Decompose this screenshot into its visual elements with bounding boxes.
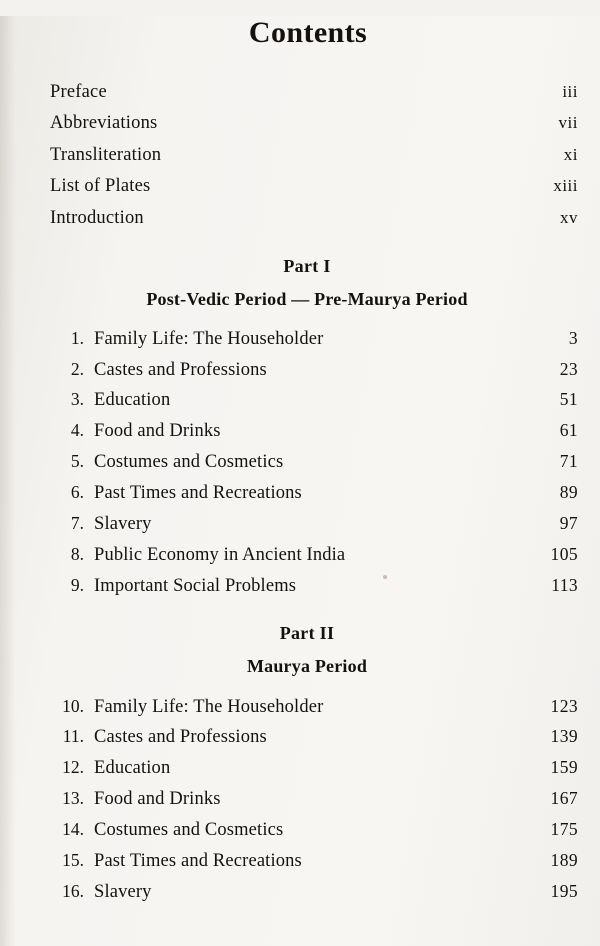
entry-title: Costumes and Cosmetics xyxy=(94,820,284,841)
front-matter-label: Preface xyxy=(50,81,107,102)
toc-entry[interactable] xyxy=(50,478,578,509)
front-matter-label: Introduction xyxy=(50,207,144,228)
entry-title: Castes and Professions xyxy=(94,727,267,748)
part-1-entries xyxy=(50,324,578,602)
front-matter-item-abbreviations[interactable] xyxy=(50,108,578,140)
entry-number: 12. xyxy=(62,757,84,778)
entry-title: Slavery xyxy=(94,513,152,534)
front-matter-item-list-of-plates[interactable] xyxy=(50,171,578,203)
part-title: Part I xyxy=(283,255,331,276)
toc-entry[interactable] xyxy=(50,753,578,784)
entry-page-number: 71 xyxy=(559,451,578,472)
entry-number: 7. xyxy=(70,512,84,533)
toc-entry[interactable] xyxy=(50,385,578,416)
entry-page-number: 195 xyxy=(550,880,578,901)
front-matter-page-number: xi xyxy=(563,144,578,164)
contents-page xyxy=(0,16,600,946)
toc-entry[interactable] xyxy=(50,509,578,540)
entry-page-number: 105 xyxy=(550,543,578,564)
page-title: Contents xyxy=(248,16,368,49)
front-matter-item-introduction[interactable] xyxy=(50,202,578,234)
toc-entry[interactable] xyxy=(50,815,578,846)
front-matter-item-transliteration[interactable] xyxy=(50,139,578,171)
toc-entry[interactable] xyxy=(50,877,578,908)
entry-title: Past Times and Recreations xyxy=(94,850,302,871)
toc-entry[interactable] xyxy=(50,354,578,385)
entry-page-number: 139 xyxy=(550,726,578,747)
toc-entry[interactable] xyxy=(50,571,578,602)
front-matter-page-number: iii xyxy=(562,81,578,101)
toc-entry[interactable] xyxy=(50,722,578,753)
entry-number: 15. xyxy=(62,849,84,870)
entry-title: Castes and Professions xyxy=(94,359,267,380)
entry-title: Food and Drinks xyxy=(94,789,221,810)
entry-number: 6. xyxy=(70,482,84,503)
front-matter-list xyxy=(50,76,578,234)
part-heading-1 xyxy=(50,256,578,310)
entry-number: 16. xyxy=(62,880,84,901)
entry-page-number: 113 xyxy=(551,574,578,595)
entry-page-number: 175 xyxy=(550,819,578,840)
entry-number: 1. xyxy=(70,327,84,348)
entry-page-number: 3 xyxy=(568,327,578,348)
entry-number: 5. xyxy=(70,451,84,472)
entry-number: 13. xyxy=(62,788,84,809)
entry-title: Family Life: The Householder xyxy=(94,696,324,717)
entry-page-number: 89 xyxy=(559,482,578,503)
entry-title: Important Social Problems xyxy=(94,575,297,596)
entry-number: 9. xyxy=(70,574,84,595)
part-subtitle: Maurya Period xyxy=(246,656,368,677)
entry-title: Costumes and Cosmetics xyxy=(94,452,284,473)
front-matter-item-preface[interactable] xyxy=(50,76,578,108)
entry-number: 4. xyxy=(70,420,84,441)
entry-title: Family Life: The Householder xyxy=(94,328,324,349)
entry-number: 11. xyxy=(62,726,84,747)
entry-title: Education xyxy=(94,390,171,411)
entry-number: 8. xyxy=(70,543,84,564)
front-matter-page-number: vii xyxy=(558,113,578,132)
toc-entry[interactable] xyxy=(50,324,578,355)
entry-page-number: 189 xyxy=(550,849,578,870)
part-subtitle: Post-Vedic Period — Pre-Maurya Period xyxy=(146,288,468,309)
entry-number: 14. xyxy=(62,819,84,840)
entry-page-number: 61 xyxy=(559,420,578,441)
front-matter-label: Abbreviations xyxy=(50,113,158,133)
entry-title: Slavery xyxy=(94,881,152,902)
entry-number: 3. xyxy=(70,389,84,410)
toc-entry[interactable] xyxy=(50,447,578,478)
entry-number: 2. xyxy=(70,358,84,379)
entry-title: Food and Drinks xyxy=(94,421,221,442)
page-spine-shadow xyxy=(0,16,16,946)
toc-entry[interactable] xyxy=(50,416,578,447)
front-matter-page-number: xiii xyxy=(553,176,578,195)
front-matter-label: List of Plates xyxy=(50,176,151,196)
entry-page-number: 159 xyxy=(550,757,578,778)
toc-entry[interactable] xyxy=(50,846,578,877)
entry-title: Public Economy in Ancient India xyxy=(94,544,346,565)
part-heading-2 xyxy=(50,623,578,677)
entry-page-number: 97 xyxy=(559,512,578,533)
entry-title: Education xyxy=(94,758,171,779)
paper-speck xyxy=(383,575,387,579)
entry-page-number: 123 xyxy=(550,695,578,716)
entry-page-number: 167 xyxy=(550,788,578,809)
toc-entry[interactable] xyxy=(50,540,578,571)
part-title: Part II xyxy=(279,623,335,644)
toc-entry[interactable] xyxy=(50,691,578,722)
part-2-entries xyxy=(50,691,578,907)
entry-title: Past Times and Recreations xyxy=(94,483,302,504)
entry-number: 10. xyxy=(62,695,84,716)
entry-page-number: 23 xyxy=(559,358,578,379)
front-matter-page-number: xv xyxy=(560,207,578,227)
toc-entry[interactable] xyxy=(50,784,578,815)
front-matter-label: Transliteration xyxy=(50,144,162,165)
entry-page-number: 51 xyxy=(559,389,578,410)
